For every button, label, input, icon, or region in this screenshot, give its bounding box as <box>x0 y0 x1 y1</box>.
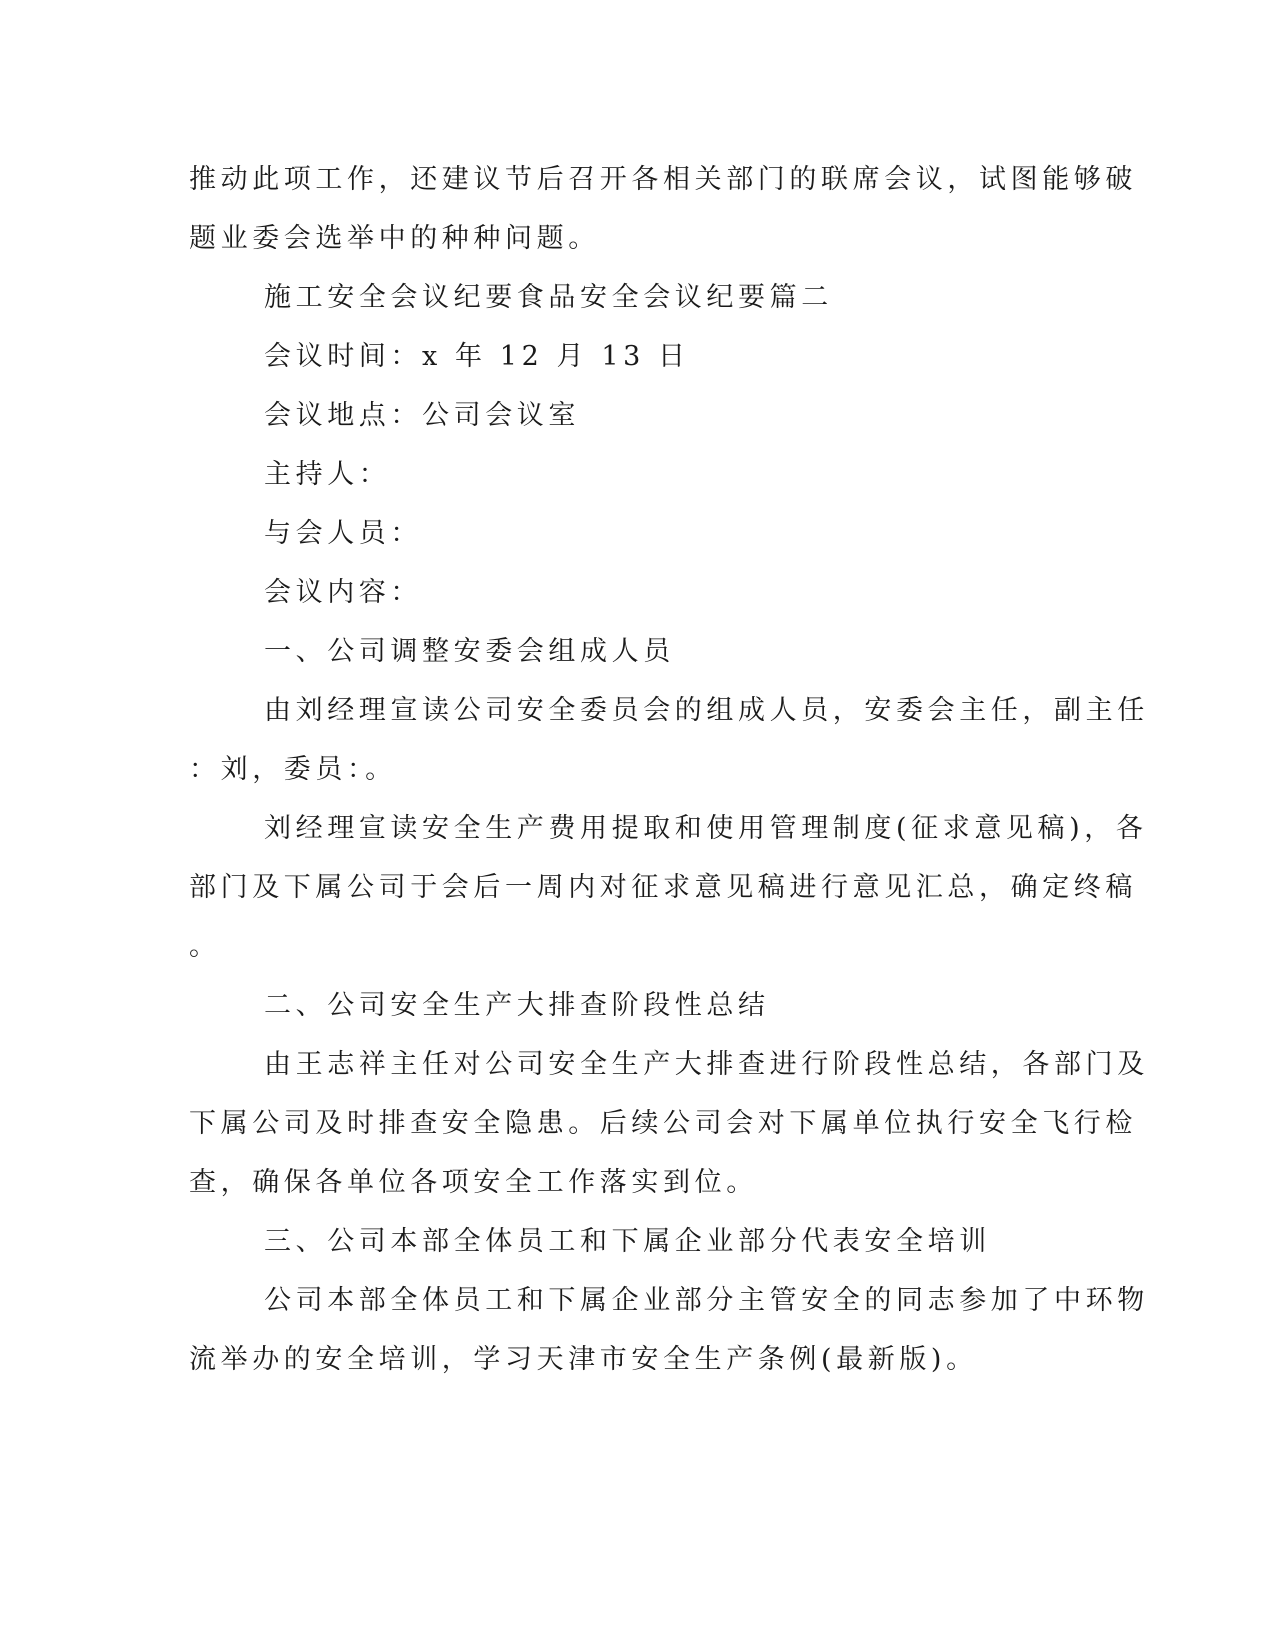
paragraph-line: 下属公司及时排查安全隐患。后续公司会对下属单位执行安全飞行检 <box>189 1108 1137 1139</box>
meeting-content-label: 会议内容： <box>264 577 422 608</box>
paragraph-line: 题业委会选举中的种种问题。 <box>189 223 600 254</box>
agenda-heading-1: 一、公司调整安委会组成人员 <box>264 636 675 667</box>
paragraph-line: ：刘，委员：。 <box>189 754 397 785</box>
section-title: 施工安全会议纪要食品安全会议纪要篇二 <box>264 282 833 313</box>
meeting-time: 会议时间：x 年 12 月 13 日 <box>264 341 690 372</box>
paragraph-line: 公司本部全体员工和下属企业部分主管安全的同志参加了中环物 <box>264 1285 1149 1316</box>
paragraph-line: 查，确保各单位各项安全工作落实到位。 <box>189 1167 758 1198</box>
paragraph-line: 由刘经理宣读公司安全委员会的组成人员，安委会主任，副主任 <box>264 695 1149 726</box>
meeting-location: 会议地点：公司会议室 <box>264 400 580 431</box>
paragraph-line: 流举办的安全培训，学习天津市安全生产条例(最新版)。 <box>189 1344 978 1375</box>
agenda-heading-3: 三、公司本部全体员工和下属企业部分代表安全培训 <box>264 1226 991 1257</box>
meeting-attendees: 与会人员： <box>264 518 422 549</box>
paragraph-line: 部门及下属公司于会后一周内对征求意见稿进行意见汇总，确定终稿 <box>189 872 1137 903</box>
meeting-host: 主持人： <box>264 459 391 490</box>
paragraph-line: 刘经理宣读安全生产费用提取和使用管理制度(征求意见稿)，各 <box>264 813 1148 844</box>
agenda-heading-2: 二、公司安全生产大排查阶段性总结 <box>264 990 770 1021</box>
paragraph-line: 。 <box>189 931 221 962</box>
paragraph-line: 推动此项工作，还建议节后召开各相关部门的联席会议，试图能够破 <box>189 164 1137 195</box>
paragraph-line: 由王志祥主任对公司安全生产大排查进行阶段性总结，各部门及 <box>264 1049 1149 1080</box>
